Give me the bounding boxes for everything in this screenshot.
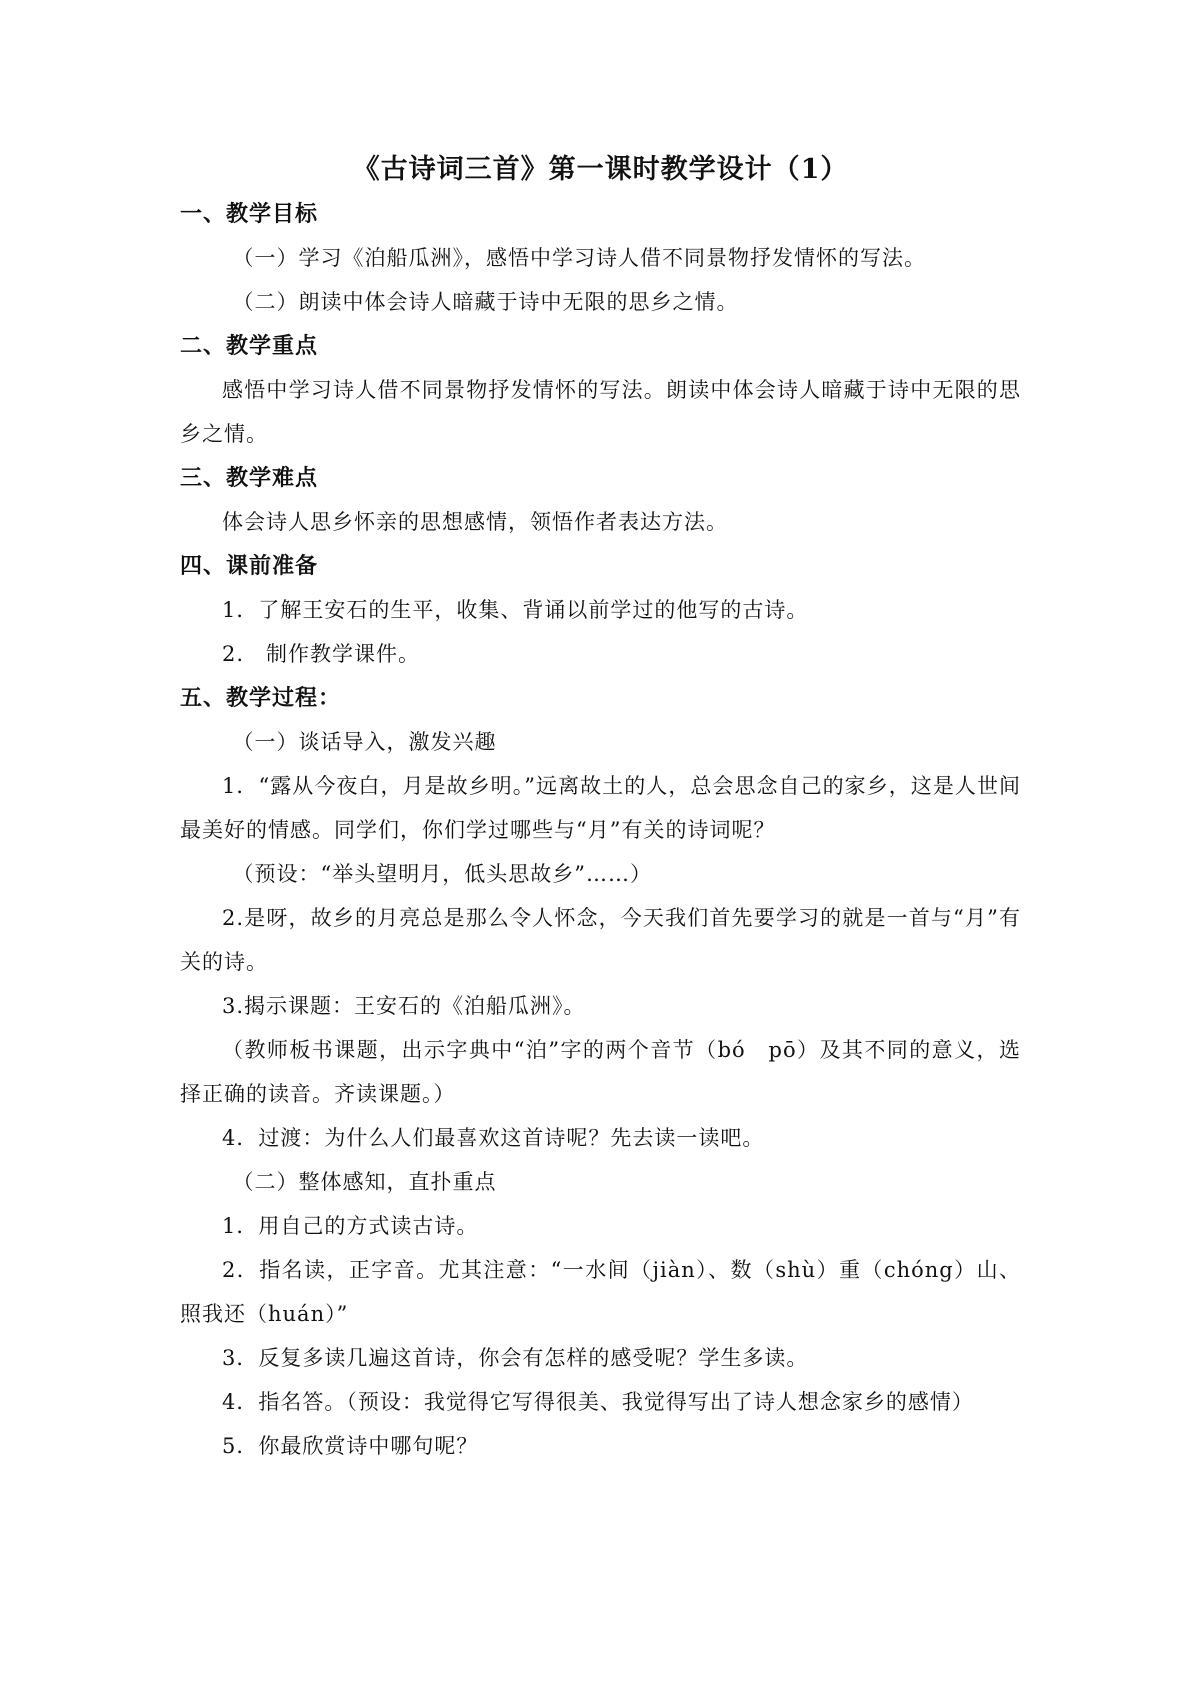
preparation-item-1: 1．了解王安石的生平，收集、背诵以前学过的他写的古诗。 bbox=[222, 598, 809, 622]
difficulties-text: 体会诗人思乡怀亲的思想感情，领悟作者表达方法。 bbox=[222, 510, 728, 534]
process-paragraph: 5．你最欣赏诗中哪句呢？ bbox=[222, 1434, 479, 1458]
objective-item-1: （一）学习《泊船瓜洲》，感悟中学习诗人借不同景物抒发情怀的写法。 bbox=[232, 246, 926, 270]
section-heading-difficulties: 三、教学难点 bbox=[180, 465, 319, 491]
section-heading-preparation: 四、课前准备 bbox=[180, 553, 319, 579]
preparation-item-2: 2. 制作教学课件。 bbox=[222, 642, 421, 666]
process-paragraph: 4．指名答。（预设：我觉得它写得很美、我觉得写出了诗人想念家乡的感情） bbox=[222, 1390, 974, 1414]
process-paragraph: （预设：“举头望明月，低头思故乡”……） bbox=[232, 862, 652, 886]
process-paragraph: （教师板书课题，出示字典中“泊”字的两个音节（bó pō）及其不同的意义，选择正确的读音。齐读课题。） bbox=[180, 1038, 1021, 1106]
process-paragraph: 2.是呀，故乡的月亮总是那么令人怀念，今天我们首先要学习的就是一首与“月”有关的诗。 bbox=[180, 906, 1021, 974]
process-paragraph: 4．过渡：为什么人们最喜欢这首诗呢？先去读一读吧。 bbox=[222, 1126, 765, 1150]
document-title: 《古诗词三首》第一课时教学设计（1） bbox=[352, 154, 849, 185]
section-heading-key-points: 二、教学重点 bbox=[180, 333, 319, 359]
key-points-text: 感悟中学习诗人借不同景物抒发情怀的写法。朗读中体会诗人暗藏于诗中无限的思乡之情。 bbox=[180, 378, 1021, 446]
process-paragraph: 1．用自己的方式读古诗。 bbox=[222, 1214, 479, 1238]
process-paragraph: 3.揭示课题：王安石的《泊船瓜洲》。 bbox=[222, 994, 586, 1018]
process-paragraph: 1．“露从今夜白，月是故乡明。”远离故土的人，总会思念自己的家乡，这是人世间最美好的情感。同学们，你们学过哪些与“月”有关的诗词呢？ bbox=[180, 774, 1021, 842]
process-step-perception: （二）整体感知，直扑重点 bbox=[232, 1170, 497, 1194]
objective-item-2: （二）朗读中体会诗人暗藏于诗中无限的思乡之情。 bbox=[232, 290, 739, 314]
process-paragraph: 2．指名读，正字音。尤其注意：“一水间（jiàn）、数（shù）重（chóng）山、照我还（huán）” bbox=[180, 1258, 1021, 1326]
process-step-intro: （一）谈话导入，激发兴趣 bbox=[232, 730, 497, 754]
process-paragraph: 3．反复多读几遍这首诗，你会有怎样的感受呢？学生多读。 bbox=[222, 1346, 809, 1370]
section-heading-process: 五、教学过程： bbox=[180, 685, 342, 711]
section-heading-objectives: 一、教学目标 bbox=[180, 201, 319, 227]
